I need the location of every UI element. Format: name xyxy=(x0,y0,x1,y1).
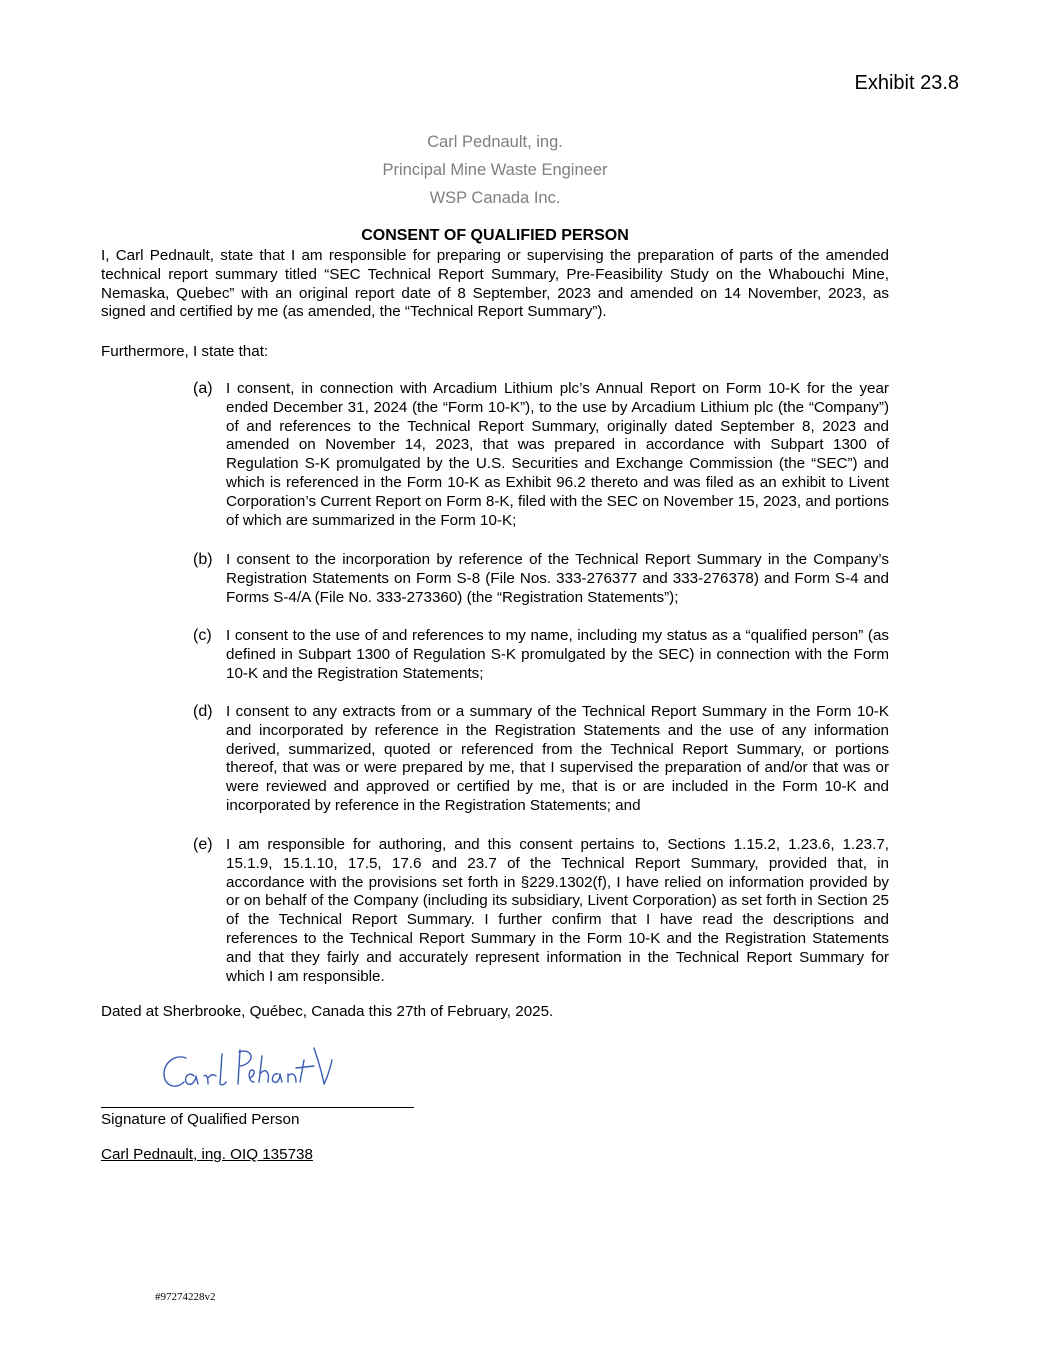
document-id: #97274228v2 xyxy=(155,1291,216,1303)
item-label: (b) xyxy=(193,551,213,568)
handwritten-signature xyxy=(158,1040,338,1100)
header-name: Carl Pednault, ing. xyxy=(427,133,563,151)
item-text: I consent to the use of and references to my name, including my status as a “qualified person” (as defined in Subpart 1300 of Regulation S-K promulgated by the SEC) in connection with the Form 10-K and the Registration Statements; xyxy=(226,627,889,682)
document-title: CONSENT OF QUALIFIED PERSON xyxy=(361,227,629,244)
date-line: Dated at Sherbrooke, Québec, Canada this 27th of February, 2025. xyxy=(101,1003,554,1020)
consent-item-a xyxy=(193,380,889,530)
item-text: I consent to the incorporation by reference of the Technical Report Summary in the Company’s Registration Statements on Form S-8 (File Nos. 333-276377 and 333-276378) and Form S-4 and Forms S-4/A (File No. 333-273360) (the “Registration Statements”); xyxy=(226,551,889,606)
item-text: I consent to any extracts from or a summary of the Technical Report Summary in the Form 10-K and incorporated by reference in the Registration Statements and the use of any information derived, summarized, quoted or referenced from the Technical Report Summary, or portions thereof, that was or were prepared by me, that I supervised the preparation of and/or that was or were reviewed and approved or certified by me, that is or are included in the Form 10-K and incorporated by reference in the Registration Statements; and xyxy=(226,703,889,814)
item-text: I am responsible for authoring, and this consent pertains to, Sections 1.15.2, 1.23.6, 1.23.7, 15.1.9, 15.1.10, 17.5, 17.6 and 23.7 of the Technical Report Summary, provided that, in accordance with the provisions set forth in §229.1302(f), I have relied on information provided by or on behalf of the Company (including its subsidiary, Livent Corporation) as set forth in Section 25 of the Technical Report Summary. I further confirm that I have read the descriptions and references to the Technical Report Summary in the Form 10-K and the Registration Statements and that they fairly and accurately represent information in the Technical Report Summary for which I am responsible. xyxy=(226,836,889,985)
consent-item-c xyxy=(193,627,889,683)
consent-item-d xyxy=(193,703,889,816)
item-label: (e) xyxy=(193,836,213,853)
signature-label: Signature of Qualified Person xyxy=(101,1111,300,1128)
consent-item-b xyxy=(193,551,889,607)
signature-line xyxy=(101,1107,414,1108)
item-label: (a) xyxy=(193,380,213,397)
item-label: (c) xyxy=(193,627,212,644)
signer-name: Carl Pednault, ing. OIQ 135738 xyxy=(101,1146,313,1163)
furthermore-statement: Furthermore, I state that: xyxy=(101,343,269,360)
header-company: WSP Canada Inc. xyxy=(429,189,561,207)
item-text: I consent, in connection with Arcadium Lithium plc’s Annual Report on Form 10-K for the year ended December 31, 2024 (the “Form 10-K”), to the use by Arcadium Lithium plc (the “Company”) of and references to the Technical Report Summary, originally dated September 8, 2023 and amended on November 14, 2023, that was prepared in accordance with Subpart 1300 of Regulation S-K promulgated by the U.S. Securities and Exchange Commission (the “SEC”) and which is referenced in the Form 10-K as Exhibit 96.2 thereto and was filed as an exhibit to Livent Corporation’s Current Report on Form 8-K, filed with the SEC on November 15, 2023, and portions of which are summarized in the Form 10-K; xyxy=(226,380,889,529)
exhibit-number: Exhibit 23.8 xyxy=(854,72,959,94)
intro-paragraph: I, Carl Pednault, state that I am responsible for preparing or supervising the preparation of parts of the amended technical report summary titled “SEC Technical Report Summary, Pre-Feasibility Study on the Whabouchi Mine, Nemaska, Quebec” with an original report date of 8 September, 2023 and amended on 14 November, 2023, as signed and certified by me (as amended, the “Technical Report Summary”). xyxy=(101,247,889,321)
consent-item-e xyxy=(193,836,889,986)
header-position: Principal Mine Waste Engineer xyxy=(382,161,608,179)
item-label: (d) xyxy=(193,703,213,720)
